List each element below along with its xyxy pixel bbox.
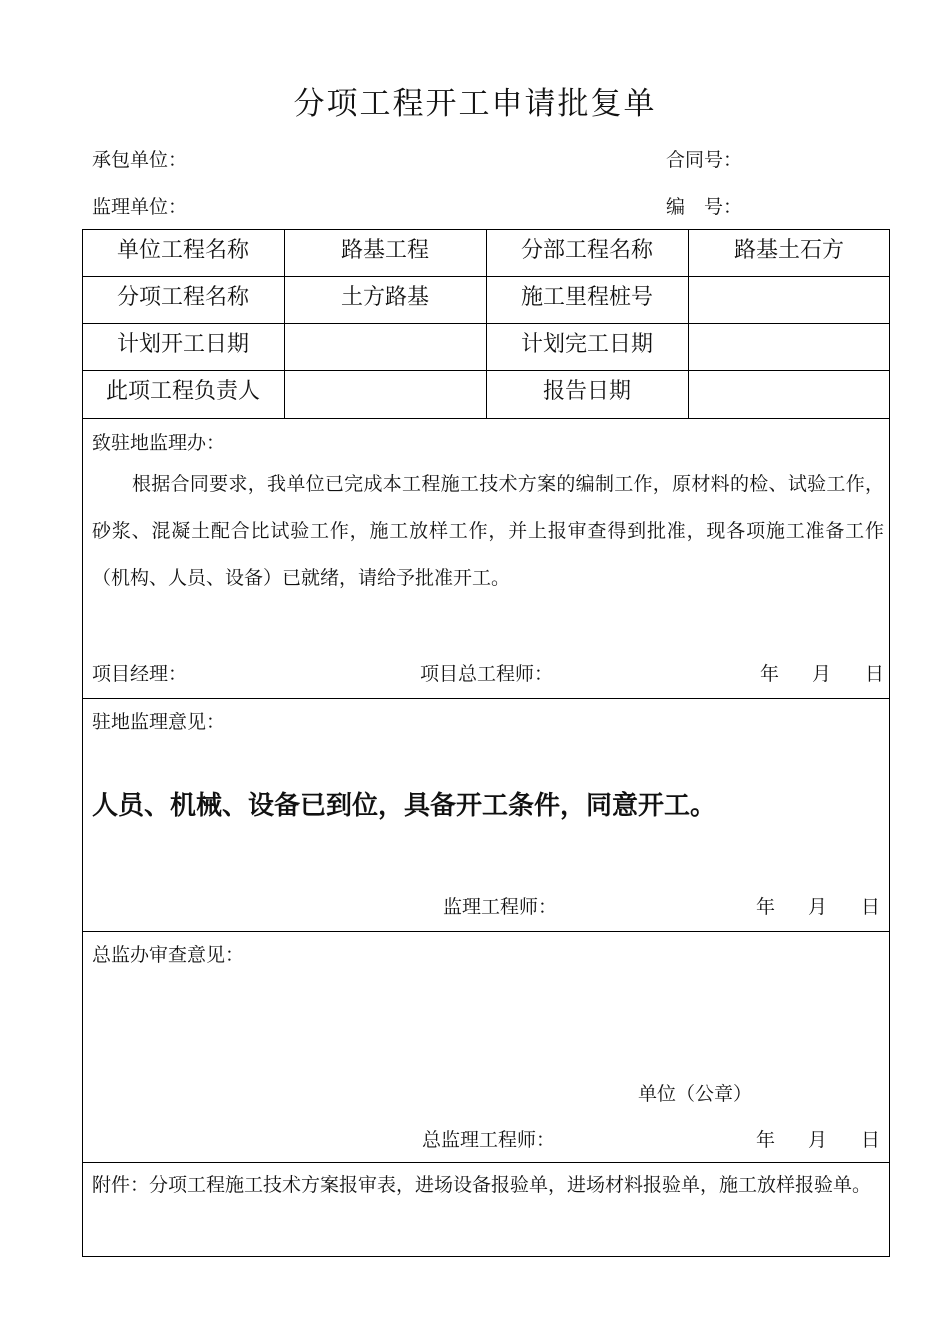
resident-day-label: 日	[861, 896, 881, 918]
contract-no-label: 合同号：	[666, 149, 743, 171]
application-day-label: 日	[865, 663, 885, 685]
unit-seal-label: 单位（公章）	[638, 1083, 753, 1105]
project-manager-label: 此项工程负责人	[105, 379, 260, 404]
contractor-label: 承包单位：	[92, 149, 188, 171]
project-manager-sign-label: 项目经理：	[92, 663, 188, 685]
division-project-name-value: 路基土石方	[733, 238, 844, 263]
chief-review-label: 总监办审查意见：	[92, 944, 245, 966]
chief-year-label: 年	[756, 1129, 776, 1151]
chief-engineer-sign-label: 项目总工程师：	[420, 663, 554, 685]
attachment-text: 附件：分项工程施工技术方案报审表，进场设备报验单，进场材料报验单，施工放样报验单。	[92, 1174, 872, 1196]
planned-finish-label: 计划完工日期	[520, 332, 653, 357]
unit-project-name-value: 路基工程	[340, 238, 429, 263]
page-title: 分项工程开工申请批复单	[293, 86, 657, 122]
item-project-name-label: 分项工程名称	[116, 285, 249, 310]
unit-project-name-label: 单位工程名称	[116, 238, 249, 263]
resident-opinion-text: 人员、机械、设备已到位，具备开工条件，同意开工。	[92, 791, 717, 821]
item-project-name-value: 土方路基	[340, 285, 429, 310]
supervising-engineer-label: 监理工程师：	[443, 896, 558, 918]
chief-month-label: 月	[808, 1129, 828, 1151]
serial-no-label: 编 号：	[666, 196, 743, 218]
application-addressee: 致驻地监理办：	[92, 432, 226, 454]
application-year-label: 年	[760, 663, 780, 685]
application-body: 根据合同要求，我单位已完成本工程施工技术方案的编制工作，原材料的检、试验工作，砂浆、混凝土配合比试验工作，施工放样工作，并上报审查得到批准，现各项施工准备工作（机构、人员、设备）已就绪，请给予批准开工。	[92, 473, 884, 589]
station-mileage-label: 施工里程桩号	[520, 285, 653, 310]
planned-start-label: 计划开工日期	[116, 332, 249, 357]
chief-supervisor-label: 总监理工程师：	[422, 1129, 556, 1151]
resident-year-label: 年	[756, 896, 776, 918]
resident-opinion-label: 驻地监理意见：	[92, 711, 226, 733]
section-divider	[82, 931, 890, 932]
chief-day-label: 日	[861, 1129, 881, 1151]
supervisor-label: 监理单位：	[92, 196, 188, 218]
application-month-label: 月	[812, 663, 832, 685]
resident-month-label: 月	[808, 896, 828, 918]
grid-line	[82, 418, 890, 419]
division-project-name-label: 分部工程名称	[520, 238, 653, 263]
section-divider	[82, 698, 890, 699]
report-date-label: 报告日期	[542, 379, 631, 404]
